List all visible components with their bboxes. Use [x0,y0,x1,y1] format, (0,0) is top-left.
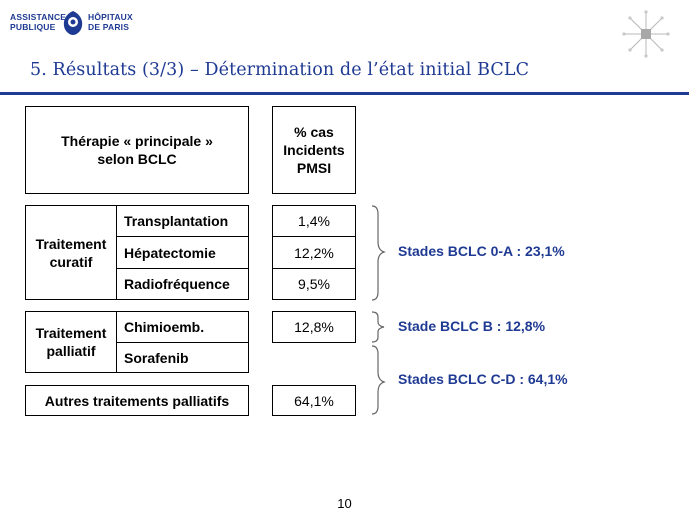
curative-label-cell [25,205,117,300]
table-row [116,236,249,269]
decorative-star-icon [622,10,670,58]
stage-0a-label: Stades BCLC 0-A : 23,1% [398,243,565,259]
header-pct: % cas Incidents PMSI [283,124,345,176]
curative-label: Traitement curatif [35,235,107,270]
header-therapy-cell [25,106,249,194]
treatment-name: Transplantation [124,213,229,229]
header-therapy: Thérapie « principale » selon BCLC [61,133,213,167]
table-row [116,205,249,237]
palliative-label-cell [25,311,117,373]
slide-title: 5. Résultats (3/3) – Détermination de l’état initial BCLC [30,60,530,80]
other-label: Autres traitements palliatifs [44,392,230,409]
brace-late-icon [372,346,384,414]
stage-cd-label: Stades BCLC C-D : 64,1% [398,371,568,387]
other-label-cell [25,385,249,416]
brace-group [366,200,390,420]
aphp-logo [10,10,140,38]
pct-cell [272,385,356,416]
pct-cell [272,268,356,300]
table-row [116,311,249,343]
stage-b-label: Stade BCLC B : 12,8% [398,318,546,334]
logo-text-publique: PUBLIQUE [10,22,56,32]
page-number: 10 [337,496,352,511]
pct-value: 12,8% [294,319,334,335]
title-divider [0,92,689,95]
pct-cell [272,205,356,237]
treatment-name: Sorafenib [124,349,189,366]
pct-value: 12,2% [294,244,334,261]
pct-value: 64,1% [294,392,334,409]
logo-text-assistance: ASSISTANCE [10,12,67,22]
brace-curative-icon [372,206,384,300]
aphp-emblem-icon [61,10,85,36]
pct-cell [272,311,356,343]
pct-value: 9,5% [298,276,330,292]
header-pct-cell [272,106,356,194]
logo-text-hopitaux: HÔPITAUX [88,12,133,22]
treatment-name: Radiofréquence [124,276,230,292]
logo-text-de-paris: DE PARIS [88,22,130,32]
brace-palliative-icon [372,312,384,342]
pct-cell [272,236,356,269]
table-row [116,268,249,300]
pct-value: 1,4% [298,213,330,229]
palliative-label: Traitement palliatif [35,325,107,359]
table-row [116,342,249,373]
treatment-name: Hépatectomie [124,244,216,261]
treatment-name: Chimioemb. [124,319,205,335]
